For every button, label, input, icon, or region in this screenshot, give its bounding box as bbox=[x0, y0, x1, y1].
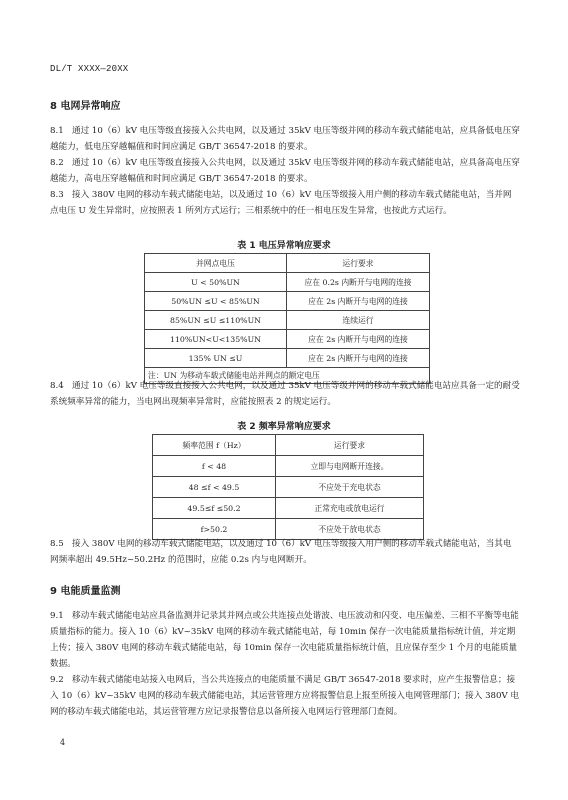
table-1-caption: 表 1 电压异常响应要求 bbox=[237, 241, 331, 251]
clause-text: 移动车载式储能电站应具备监测并记录其并网点或公共连接点处谐波、电压波动和闪变、电压偏差、三相不平衡等电能质量指标的能力。接入 10（6）kV~35kV 电网的移动车载式储能电站，每 10min 保存一次电能质量指标统计值，并定期上传；接入 380V 电网的移动车载式储能电站，每 10min 保存一次电能质量指标统计值，且应保存至少 1 个月的电能质量数据。 bbox=[50, 611, 519, 669]
table-1 bbox=[144, 253, 430, 384]
clause-text: 通过 10（6）kV 电压等级直接接入公共电网，以及通过 35kV 电压等级并网的移动车载式储能电站，应具备低电压穿越能力，低电压穿越幅值和时间应满足 GB/T 36547-2018 的要求。 bbox=[50, 126, 520, 152]
clause-number: 8.5 bbox=[50, 539, 64, 549]
paragraph-8-5 bbox=[50, 536, 520, 568]
table-2 bbox=[152, 434, 424, 540]
clause-number: 9.1 bbox=[50, 611, 64, 621]
column-header: 频率范围 f（Hz） bbox=[153, 435, 276, 456]
table-cell: 85%UN ≤U ≤110%UN bbox=[145, 311, 287, 330]
table-cell: 应在 2s 内断开与电网的连接 bbox=[287, 330, 430, 349]
paragraph-8-4 bbox=[50, 378, 520, 410]
paragraph-8-3 bbox=[50, 187, 520, 219]
paragraph-8-2 bbox=[50, 155, 520, 187]
paragraph-8-1 bbox=[50, 123, 520, 155]
table-row bbox=[145, 330, 430, 349]
column-header: 运行要求 bbox=[276, 435, 424, 456]
paragraph-9-1 bbox=[50, 608, 520, 672]
document-code: DL/T XXXX—20XX bbox=[50, 64, 129, 74]
table-cell: 正常充电或放电运行 bbox=[276, 498, 424, 519]
section-9-heading: 9 电能质量监测 bbox=[50, 586, 121, 597]
table-cell: 49.5≤f ≤50.2 bbox=[153, 498, 276, 519]
table-cell: 应在 2s 内断开与电网的连接 bbox=[287, 349, 430, 368]
table-2-caption: 表 2 频率异常响应要求 bbox=[237, 422, 331, 432]
table-cell: 48 ≤f < 49.5 bbox=[153, 477, 276, 498]
clause-text: 通过 10（6）kV 电压等级直接接入公共电网，以及通过 35kV 电压等级并网的移动车载式储能电站应具备一定的耐受系统频率异常的能力，当电网出现频率异常时，应能按照表 2 的规定运行。 bbox=[50, 381, 520, 407]
clause-number: 9.2 bbox=[50, 675, 64, 685]
table-cell: 不应处于放电状态 bbox=[276, 519, 424, 540]
table-row bbox=[145, 292, 430, 311]
table-header-row bbox=[153, 435, 424, 456]
table-cell: 应在 0.2s 内断开与电网的连接 bbox=[287, 273, 430, 292]
section-8-heading: 8 电网异常响应 bbox=[50, 101, 121, 112]
clause-text: 接入 380V 电网的移动车载式储能电站，以及通过 10（6）kV 电压等级接入用户侧的移动车载式储能电站，当其电网频率超出 49.5Hz~50.2Hz 的范围时，应能 0.2s 内与电网断开。 bbox=[50, 539, 512, 565]
clause-number: 8.1 bbox=[50, 126, 64, 136]
table-row bbox=[145, 311, 430, 330]
table-cell: 不应处于充电状态 bbox=[276, 477, 424, 498]
clause-text: 移动车载式储能电站接入电网后，当公共连接点的电能质量不满足 GB/T 36547-2018 要求时，应产生报警信息；接入 10（6）kV~35kV 电网的移动车载式储能电站，其运营管理方应将报警信息上报至所接入电网管理部门；接入 380V 电网的移动车载式储能电站，其运营管理方应记录报警信息以备所接入电网运行管理部门查阅。 bbox=[50, 675, 520, 717]
clause-text: 通过 10（6）kV 电压等级直接接入公共电网，以及通过 35kV 电压等级并网的移动车载式储能电站，应具备高电压穿越能力，高电压穿越幅值和时间应满足 GB/T 36547-2018 的要求。 bbox=[50, 158, 520, 184]
table-row bbox=[153, 498, 424, 519]
clause-number: 8.4 bbox=[50, 381, 64, 391]
clause-number: 8.2 bbox=[50, 158, 64, 168]
paragraph-9-2 bbox=[50, 672, 520, 720]
column-header: 并网点电压 bbox=[145, 254, 287, 273]
table-row bbox=[145, 349, 430, 368]
table-cell: 50%UN ≤U < 85%UN bbox=[145, 292, 287, 311]
table-row bbox=[145, 273, 430, 292]
column-header: 运行要求 bbox=[287, 254, 430, 273]
table-cell: 立即与电网断开连接。 bbox=[276, 456, 424, 477]
table-row bbox=[153, 456, 424, 477]
table-cell: 110%UN<U<135%UN bbox=[145, 330, 287, 349]
clause-number: 8.3 bbox=[50, 190, 64, 200]
table-cell: f < 48 bbox=[153, 456, 276, 477]
table-cell: 135% UN ≤U bbox=[145, 349, 287, 368]
table-header-row bbox=[145, 254, 430, 273]
page-number: 4 bbox=[60, 738, 66, 747]
table-cell: 应在 2s 内断开与电网的连接 bbox=[287, 292, 430, 311]
table-cell: 连续运行 bbox=[287, 311, 430, 330]
table-cell: f>50.2 bbox=[153, 519, 276, 540]
table-cell: U < 50%UN bbox=[145, 273, 287, 292]
table-row bbox=[153, 477, 424, 498]
table-note: 注：UN 为移动车载式储能电站并网点的额定电压 bbox=[145, 368, 430, 384]
clause-text: 接入 380V 电网的移动车载式储能电站，以及通过 10（6）kV 电压等级接入用户侧的移动车载式储能电站，当并网点电压 U 发生异常时，应按照表 1 所列方式运行；三相系统中的任一相电压发生异常，也按此方式运行。 bbox=[50, 190, 512, 216]
